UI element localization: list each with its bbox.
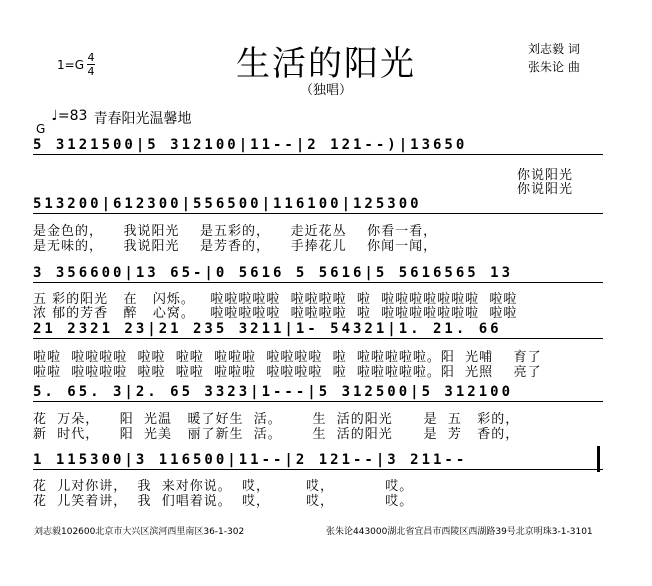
notation-line: 513200|612300|556500|116100|125300 xyxy=(33,196,422,212)
lyric-line: 是金色的， 我说阳光 是五彩的， 走近花丛 你看一看， xyxy=(33,224,438,239)
meter-bottom: 4 xyxy=(87,65,95,78)
lyric-line: 啦啦 啦啦啦啦 啦啦 啦啦 啦啦啦 啦啦啦啦 啦 啦啦啦啦啦。阳 光哺 育了 xyxy=(33,350,542,365)
lyric-line: 你说阳光 xyxy=(517,168,574,183)
lyric-line: 花 万朵， 阳 光温 暖了好生 活。 生 活的阳光 是 五 彩的， xyxy=(33,412,520,427)
final-barline xyxy=(597,446,600,472)
song-subtitle: （独唱） xyxy=(299,83,352,98)
tempo-value: =83 xyxy=(57,108,88,124)
notation-line: 3 356600|13 65-|0 5616 5 5616|5 5616565 13 xyxy=(33,265,514,281)
lyric-line: 五 彩的阳光 在 闪烁。 啦啦啦啦啦 啦啦啦啦 啦 啦啦啦啦啦啦啦 啦啦 xyxy=(33,292,518,307)
score-row-1 xyxy=(33,137,603,153)
score-row-3 xyxy=(33,265,603,281)
score-row-5 xyxy=(33,384,603,400)
underline xyxy=(33,213,603,214)
tempo-marking xyxy=(36,108,191,136)
composer-credit: 张朱论 曲 xyxy=(528,60,580,74)
key-label: 1=G xyxy=(57,57,84,72)
notation-line: 5. 65. 3|2. 65 3323|1---|5 312500|5 312100 xyxy=(33,384,514,400)
notation-line: 21 2321 23|21 235 3211|1- 54321|1. 21. 66 xyxy=(33,321,502,337)
lyricist-credit: 刘志毅 词 xyxy=(528,42,580,56)
lyric-line: 浓 郁的芳香 醉 心窝。 啦啦啦啦啦 啦啦啦啦 啦 啦啦啦啦啦啦啦 啦啦 xyxy=(33,306,518,321)
underline xyxy=(33,338,603,339)
meter-top: 4 xyxy=(87,51,95,64)
underline xyxy=(33,401,603,402)
quarter-note-icon: ♩ xyxy=(51,108,58,124)
lyric-line: 啦啦 啦啦啦啦 啦啦 啦啦 啦啦啦 啦啦啦啦 啦 啦啦啦啦啦。阳 光照 亮了 xyxy=(33,365,542,380)
underline xyxy=(33,154,603,155)
lyricist-address: 刘志毅102600北京市大兴区滨河西里南区36-1-302 xyxy=(34,527,245,537)
lyric-line: 花 儿对你讲， 我 来对你说。 哎， 哎， 哎。 xyxy=(33,479,414,494)
tempo-prefix: G xyxy=(36,122,46,136)
underline xyxy=(33,469,603,470)
notation-line: 5 3121500|5 312100|11--|2 121--)|13650 xyxy=(33,137,468,153)
score-row-4 xyxy=(33,321,603,337)
lyric-line: 是无味的， 我说阳光 是芳香的， 手捧花儿 你闻一闻， xyxy=(33,239,438,254)
notation-line: 1 115300|3 116500|11--|2 121--|3 211-- xyxy=(33,452,468,468)
score-row-6 xyxy=(33,452,603,468)
lyric-line: 你说阳光 xyxy=(517,182,574,197)
underline xyxy=(33,282,603,283)
lyric-line: 新 时代， 阳 光美 丽了新生 活。 生 活的阳光 是 芳 香的， xyxy=(33,427,520,442)
score-row-2 xyxy=(33,196,603,212)
lyric-line: 花 儿笑着讲， 我 们唱着说。 哎， 哎， 哎。 xyxy=(33,494,414,509)
composer-address: 张朱论443000湖北省宜昌市西陵区西湖路39号北京明珠3-1-3101 xyxy=(326,527,593,537)
song-title: 生活的阳光 xyxy=(236,44,416,84)
tempo-expression: 青春阳光温馨地 xyxy=(93,111,192,127)
